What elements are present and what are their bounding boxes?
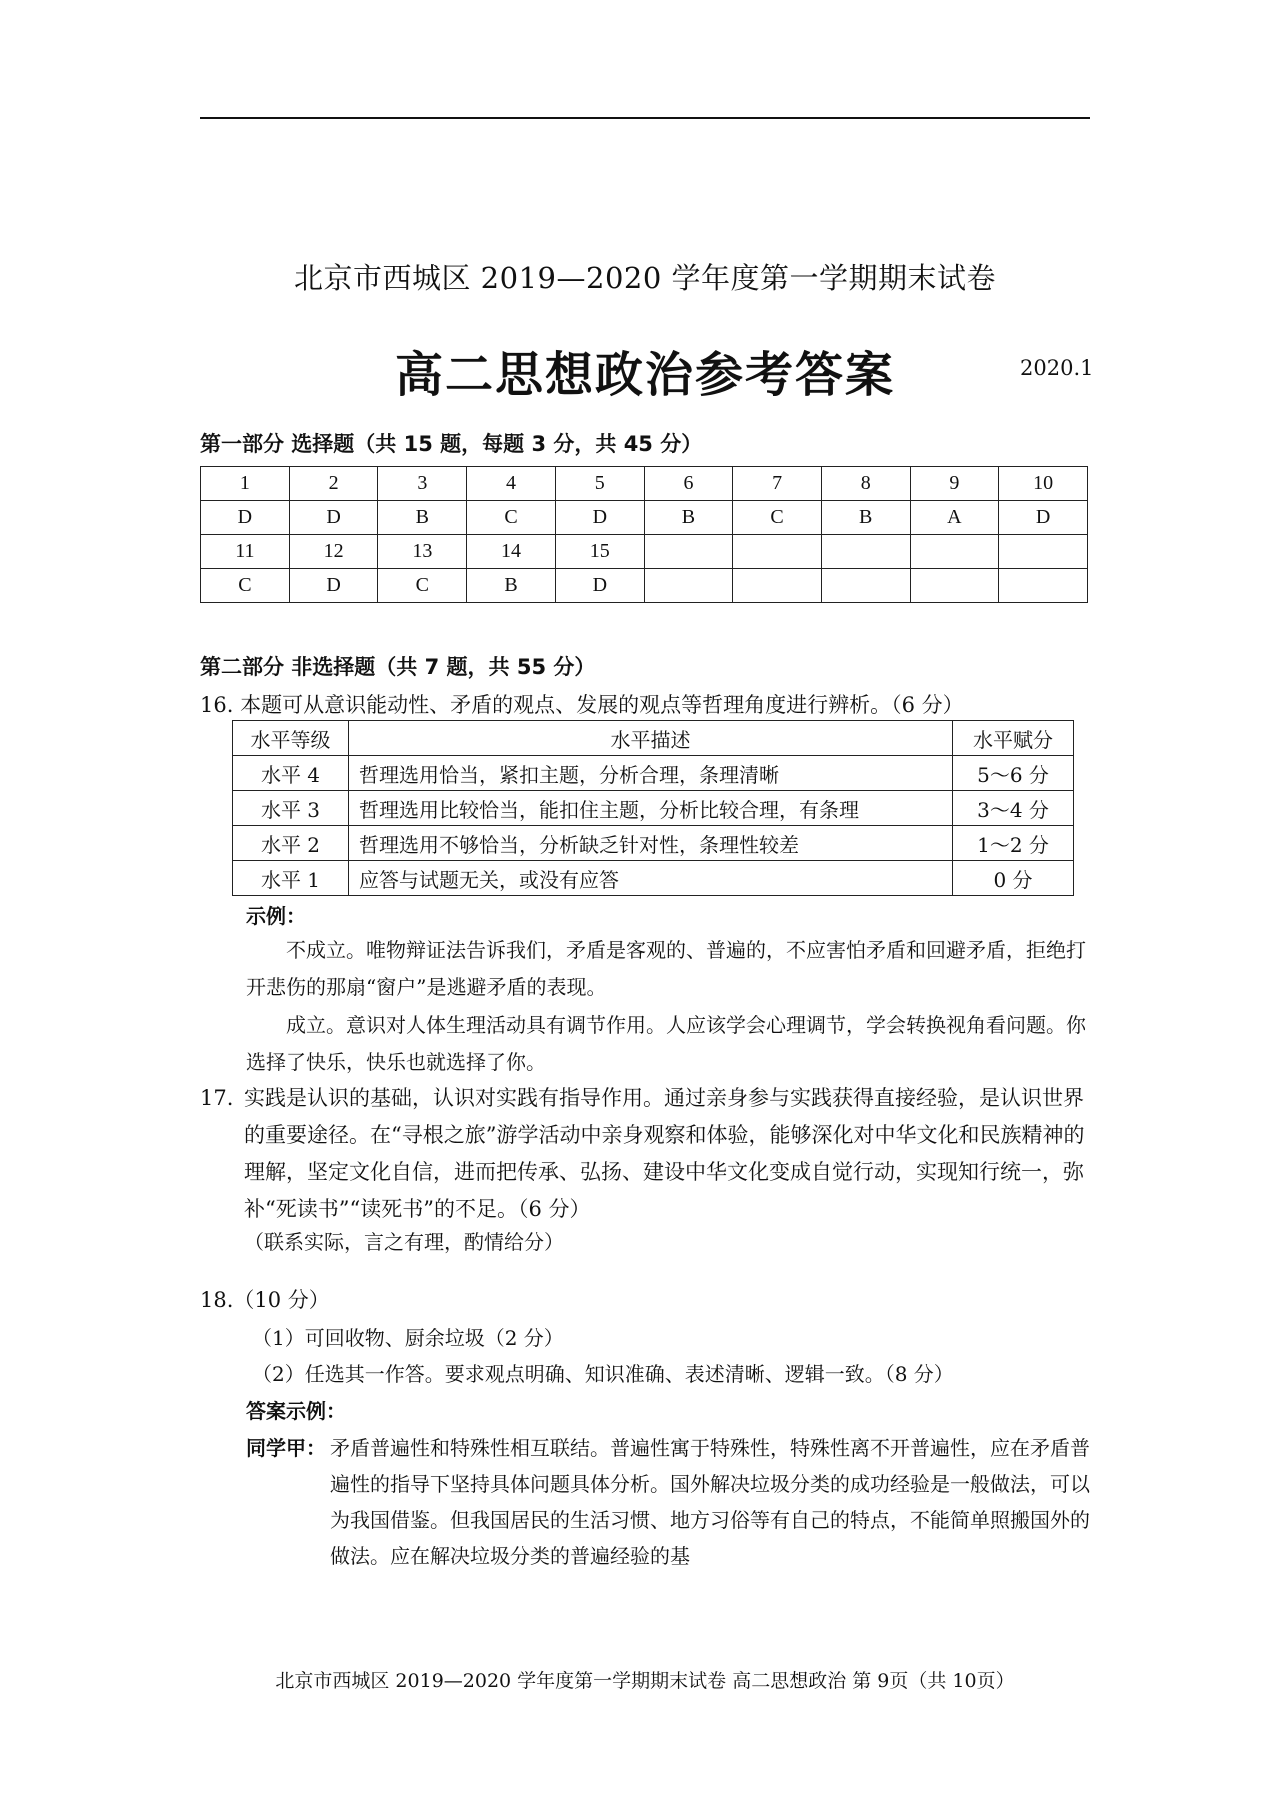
table-cell: 1 bbox=[201, 467, 290, 501]
table-cell bbox=[999, 569, 1088, 603]
page-title: 高二思想政治参考答案 bbox=[394, 347, 895, 403]
table-cell: 11 bbox=[201, 535, 290, 569]
score-cell: 5～6 分 bbox=[953, 756, 1074, 791]
table-cell bbox=[644, 535, 733, 569]
question-18-heading: 18.（10 分） bbox=[200, 1288, 330, 1312]
classmate-a-answer: 矛盾普遍性和特殊性相互联结。普遍性寓于特殊性，特殊性离不开普遍性，应在矛盾普遍性的指导下坚持具体问题具体分析。国外解决垃圾分类的成功经验是一般做法，可以为我国借鉴。但我国居民的生活习惯、地方习俗等有自己的特点，不能简单照搬国外的做法。应在解决垃圾分类的普遍经验的基 bbox=[330, 1436, 1090, 1568]
table-cell: D bbox=[201, 501, 290, 535]
table-header-row bbox=[233, 721, 1074, 756]
question-number: 17. bbox=[200, 1086, 234, 1110]
level-cell: 水平 3 bbox=[233, 791, 349, 826]
table-cell: C bbox=[733, 501, 822, 535]
question-18-part-2: （2）任选其一作答。要求观点明确、知识准确、表述清晰、逻辑一致。（8 分） bbox=[252, 1362, 954, 1386]
column-header-level: 水平等级 bbox=[233, 721, 349, 756]
table-cell: 15 bbox=[555, 535, 644, 569]
table-cell bbox=[821, 535, 910, 569]
level-cell: 水平 2 bbox=[233, 826, 349, 861]
column-header-score: 水平赋分 bbox=[953, 721, 1074, 756]
table-cell: 7 bbox=[733, 467, 822, 501]
table-cell: C bbox=[201, 569, 290, 603]
scoring-rubric-table bbox=[232, 720, 1074, 896]
table-cell: D bbox=[999, 501, 1088, 535]
table-cell bbox=[733, 569, 822, 603]
date-label: 2020.1 bbox=[1020, 356, 1094, 380]
table-cell bbox=[910, 535, 999, 569]
question-17 bbox=[200, 1080, 1090, 1228]
top-rule bbox=[200, 117, 1090, 119]
table-cell: 13 bbox=[378, 535, 467, 569]
table-cell: B bbox=[467, 569, 556, 603]
table-row bbox=[201, 569, 1088, 603]
table-cell: 5 bbox=[555, 467, 644, 501]
description-cell: 哲理选用比较恰当，能扣住主题，分析比较合理，有条理 bbox=[349, 791, 953, 826]
table-row bbox=[233, 791, 1074, 826]
question-17-answer: 实践是认识的基础，认识对实践有指导作用。通过亲身参与实践获得直接经验，是认识世界的重要途径。在“寻根之旅”游学活动中亲身观察和体验，能够深化对中华文化和民族精神的理解，坚定文化自信，进而把传承、弘扬、建设中华文化变成自觉行动，实现知行统一，弥补“死读书”“读死书”的不足。（6 分） bbox=[244, 1086, 1085, 1221]
table-cell: 4 bbox=[467, 467, 556, 501]
description-cell: 哲理选用恰当，紧扣主题，分析合理，条理清晰 bbox=[349, 756, 953, 791]
table-cell: A bbox=[910, 501, 999, 535]
table-cell: 9 bbox=[910, 467, 999, 501]
level-cell: 水平 4 bbox=[233, 756, 349, 791]
classmate-a-label: 同学甲： bbox=[246, 1436, 326, 1460]
table-row bbox=[201, 467, 1088, 501]
page-footer: 北京市西城区 2019—2020 学年度第一学期期末试卷 高二思想政治 第 9页（共 10页） bbox=[275, 1670, 1015, 1692]
description-cell: 应答与试题无关，或没有应答 bbox=[349, 861, 953, 896]
section2-title: 第二部分 非选择题（共 7 题，共 55 分） bbox=[200, 655, 596, 679]
section1-title: 第一部分 选择题（共 15 题，每题 3 分，共 45 分） bbox=[200, 432, 703, 456]
table-cell: C bbox=[467, 501, 556, 535]
table-cell bbox=[733, 535, 822, 569]
table-cell: D bbox=[555, 501, 644, 535]
table-cell: 10 bbox=[999, 467, 1088, 501]
table-cell: D bbox=[289, 569, 378, 603]
table-cell: C bbox=[378, 569, 467, 603]
table-cell bbox=[999, 535, 1088, 569]
table-cell bbox=[910, 569, 999, 603]
level-cell: 水平 1 bbox=[233, 861, 349, 896]
table-row bbox=[201, 501, 1088, 535]
example-paragraph-1: 不成立。唯物辩证法告诉我们，矛盾是客观的、普遍的，不应害怕矛盾和回避矛盾，拒绝打开悲伤的那扇“窗户”是逃避矛盾的表现。 bbox=[246, 938, 1086, 999]
column-header-description: 水平描述 bbox=[349, 721, 953, 756]
score-cell: 1～2 分 bbox=[953, 826, 1074, 861]
description-cell: 哲理选用不够恰当，分析缺乏针对性，条理性较差 bbox=[349, 826, 953, 861]
table-cell: 8 bbox=[821, 467, 910, 501]
table-cell: 14 bbox=[467, 535, 556, 569]
table-row bbox=[233, 826, 1074, 861]
example-paragraph-2: 成立。意识对人体生理活动具有调节作用。人应该学会心理调节，学会转换视角看问题。你选择了快乐，快乐也就选择了你。 bbox=[246, 1013, 1086, 1074]
question-18-part-1: （1）可回收物、厨余垃圾（2 分） bbox=[252, 1326, 564, 1350]
multiple-choice-answer-table bbox=[200, 466, 1088, 603]
table-row bbox=[201, 535, 1088, 569]
example-label: 示例： bbox=[246, 904, 306, 928]
table-cell: 2 bbox=[289, 467, 378, 501]
grading-note: （联系实际，言之有理，酌情给分） bbox=[244, 1230, 564, 1254]
table-cell bbox=[821, 569, 910, 603]
table-row bbox=[233, 861, 1074, 896]
table-cell: 3 bbox=[378, 467, 467, 501]
table-cell bbox=[644, 569, 733, 603]
table-cell: D bbox=[555, 569, 644, 603]
table-cell: 6 bbox=[644, 467, 733, 501]
answer-example-label: 答案示例： bbox=[246, 1399, 346, 1423]
table-cell: D bbox=[289, 501, 378, 535]
score-cell: 0 分 bbox=[953, 861, 1074, 896]
score-cell: 3～4 分 bbox=[953, 791, 1074, 826]
table-cell: B bbox=[644, 501, 733, 535]
table-cell: B bbox=[378, 501, 467, 535]
table-row bbox=[233, 756, 1074, 791]
table-cell: B bbox=[821, 501, 910, 535]
question-16-prompt: 16. 本题可从意识能动性、矛盾的观点、发展的观点等哲理角度进行辨析。（6 分） bbox=[200, 693, 964, 717]
table-cell: 12 bbox=[289, 535, 378, 569]
exam-title: 北京市西城区 2019—2020 学年度第一学期期末试卷 bbox=[293, 261, 997, 295]
